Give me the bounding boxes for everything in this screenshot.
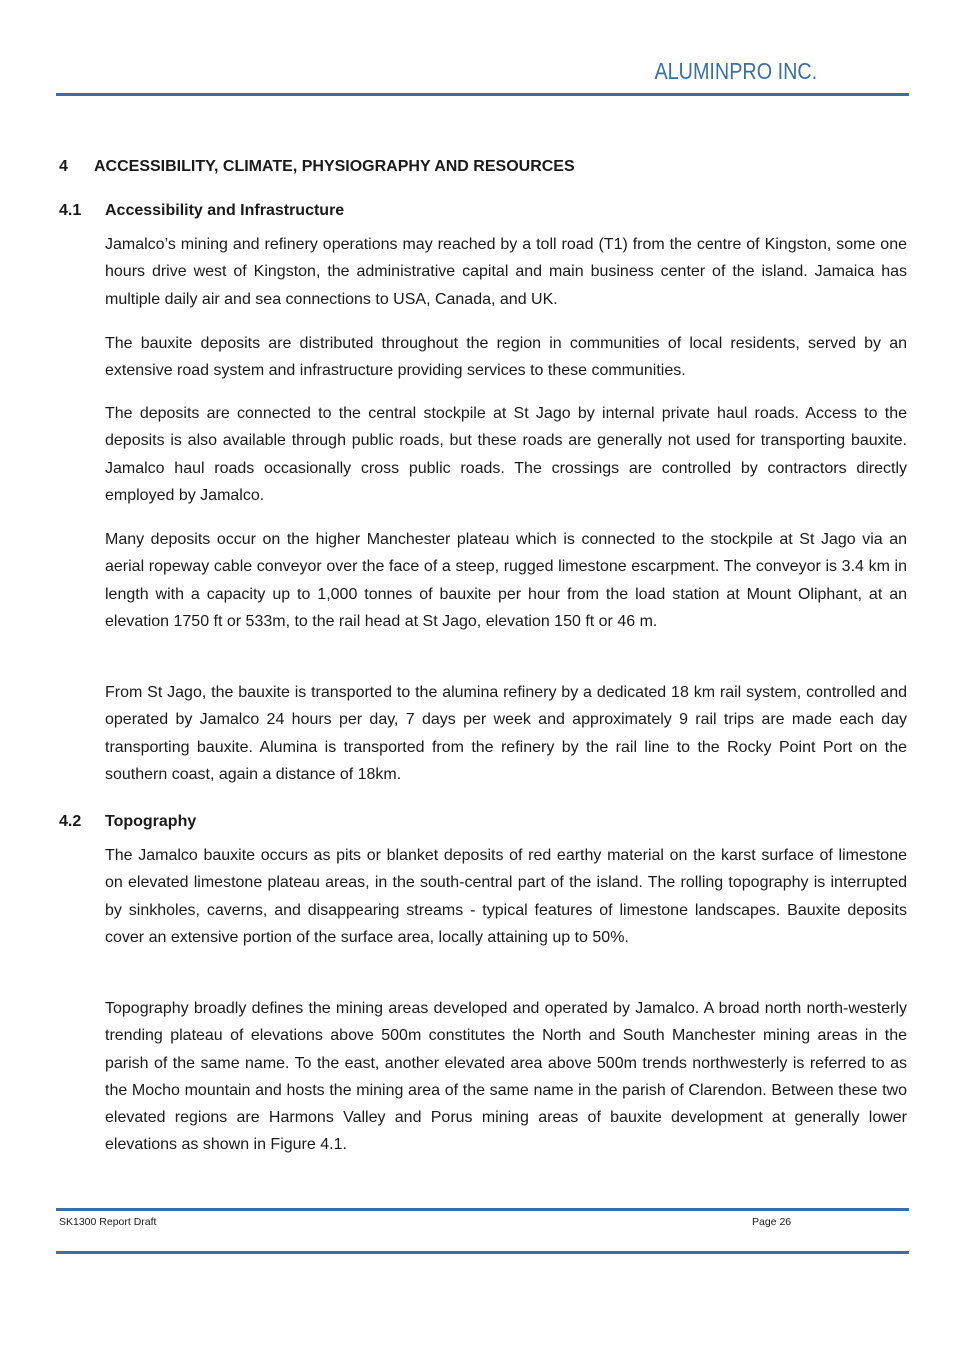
header-rule	[56, 93, 909, 96]
paragraph: The bauxite deposits are distributed throughout the region in communities of local residents, served by an extensive road system and infrastructure providing services to these communities.	[105, 335, 907, 380]
section-title: ACCESSIBILITY, CLIMATE, PHYSIOGRAPHY AND RESOURCES	[94, 158, 575, 175]
subsection-title: Accessibility and Infrastructure	[105, 202, 345, 219]
footer-document-name: SK1300 Report Draft	[59, 1216, 157, 1228]
subsection-number: 4.2	[59, 813, 82, 830]
subsection-number: 4.1	[59, 202, 82, 219]
footer-rule-bottom	[56, 1251, 909, 1254]
paragraph: From St Jago, the bauxite is transported to the alumina refinery by a dedicated 18 km rail system, controlled and operated by Jamalco 24 hours per day, 7 days per week and approximately 9 rail trips are made each day transporting bauxite. Alumina is transported from the refinery by the rail line to the Rocky Point Port on the southern coast, again a distance of 18km.	[105, 684, 907, 783]
subsection-heading	[59, 813, 196, 831]
paragraph: Topography broadly defines the mining areas developed and operated by Jamalco. A broad north north-westerly trending plateau of elevations above 500m constitutes the North and South Manchester mining areas in the parish of the same name. To the east, another elevated area above 500m trends northwesterly is referred to as the Mocho mountain and hosts the mining area of the same name in the parish of Clarendon. Between these two elevated regions are Harmons Valley and Porus mining areas of bauxite development at generally lower elevations as shown in Figure 4.1.	[105, 1000, 907, 1154]
section-number: 4	[59, 158, 68, 175]
paragraph: The Jamalco bauxite occurs as pits or blanket deposits of red earthy material on the karst surface of limestone on elevated limestone plateau areas, in the south-central part of the island. The rolling topography is interrupted by sinkholes, caverns, and disappearing streams - typical features of limestone landscapes. Bauxite deposits cover an extensive portion of the surface area, locally attaining up to 50%.	[105, 847, 907, 946]
paragraph: Many deposits occur on the higher Manchester plateau which is connected to the stockpile at St Jago via an aerial ropeway cable conveyor over the face of a steep, rugged limestone escarpment. The conveyor is 3.4 km in length with a capacity up to 1,000 tonnes of bauxite per hour from the load station at Mount Oliphant, at an elevation 1750 ft or 533m, to the rail head at St Jago, elevation 150 ft or 46 m.	[105, 531, 907, 630]
paragraph: The deposits are connected to the central stockpile at St Jago by internal private haul roads. Access to the deposits is also available through public roads, but these roads are generally not used for transporting bauxite. Jamalco haul roads occasionally cross public roads. The crossings are controlled by contractors directly employed by Jamalco.	[105, 405, 907, 504]
company-name: ALUMINPRO INC.	[654, 58, 817, 84]
footer-rule-top	[56, 1208, 909, 1211]
footer-page-number: Page 26	[752, 1216, 792, 1228]
subsection-heading	[59, 202, 344, 220]
subsection-title: Topography	[105, 813, 197, 830]
paragraph: Jamalco’s mining and refinery operations may reached by a toll road (T1) from the centre of Kingston, some one hours drive west of Kingston, the administrative capital and main business center of the island. Jamaica has multiple daily air and sea connections to USA, Canada, and UK.	[105, 236, 907, 308]
section-heading	[59, 158, 575, 176]
